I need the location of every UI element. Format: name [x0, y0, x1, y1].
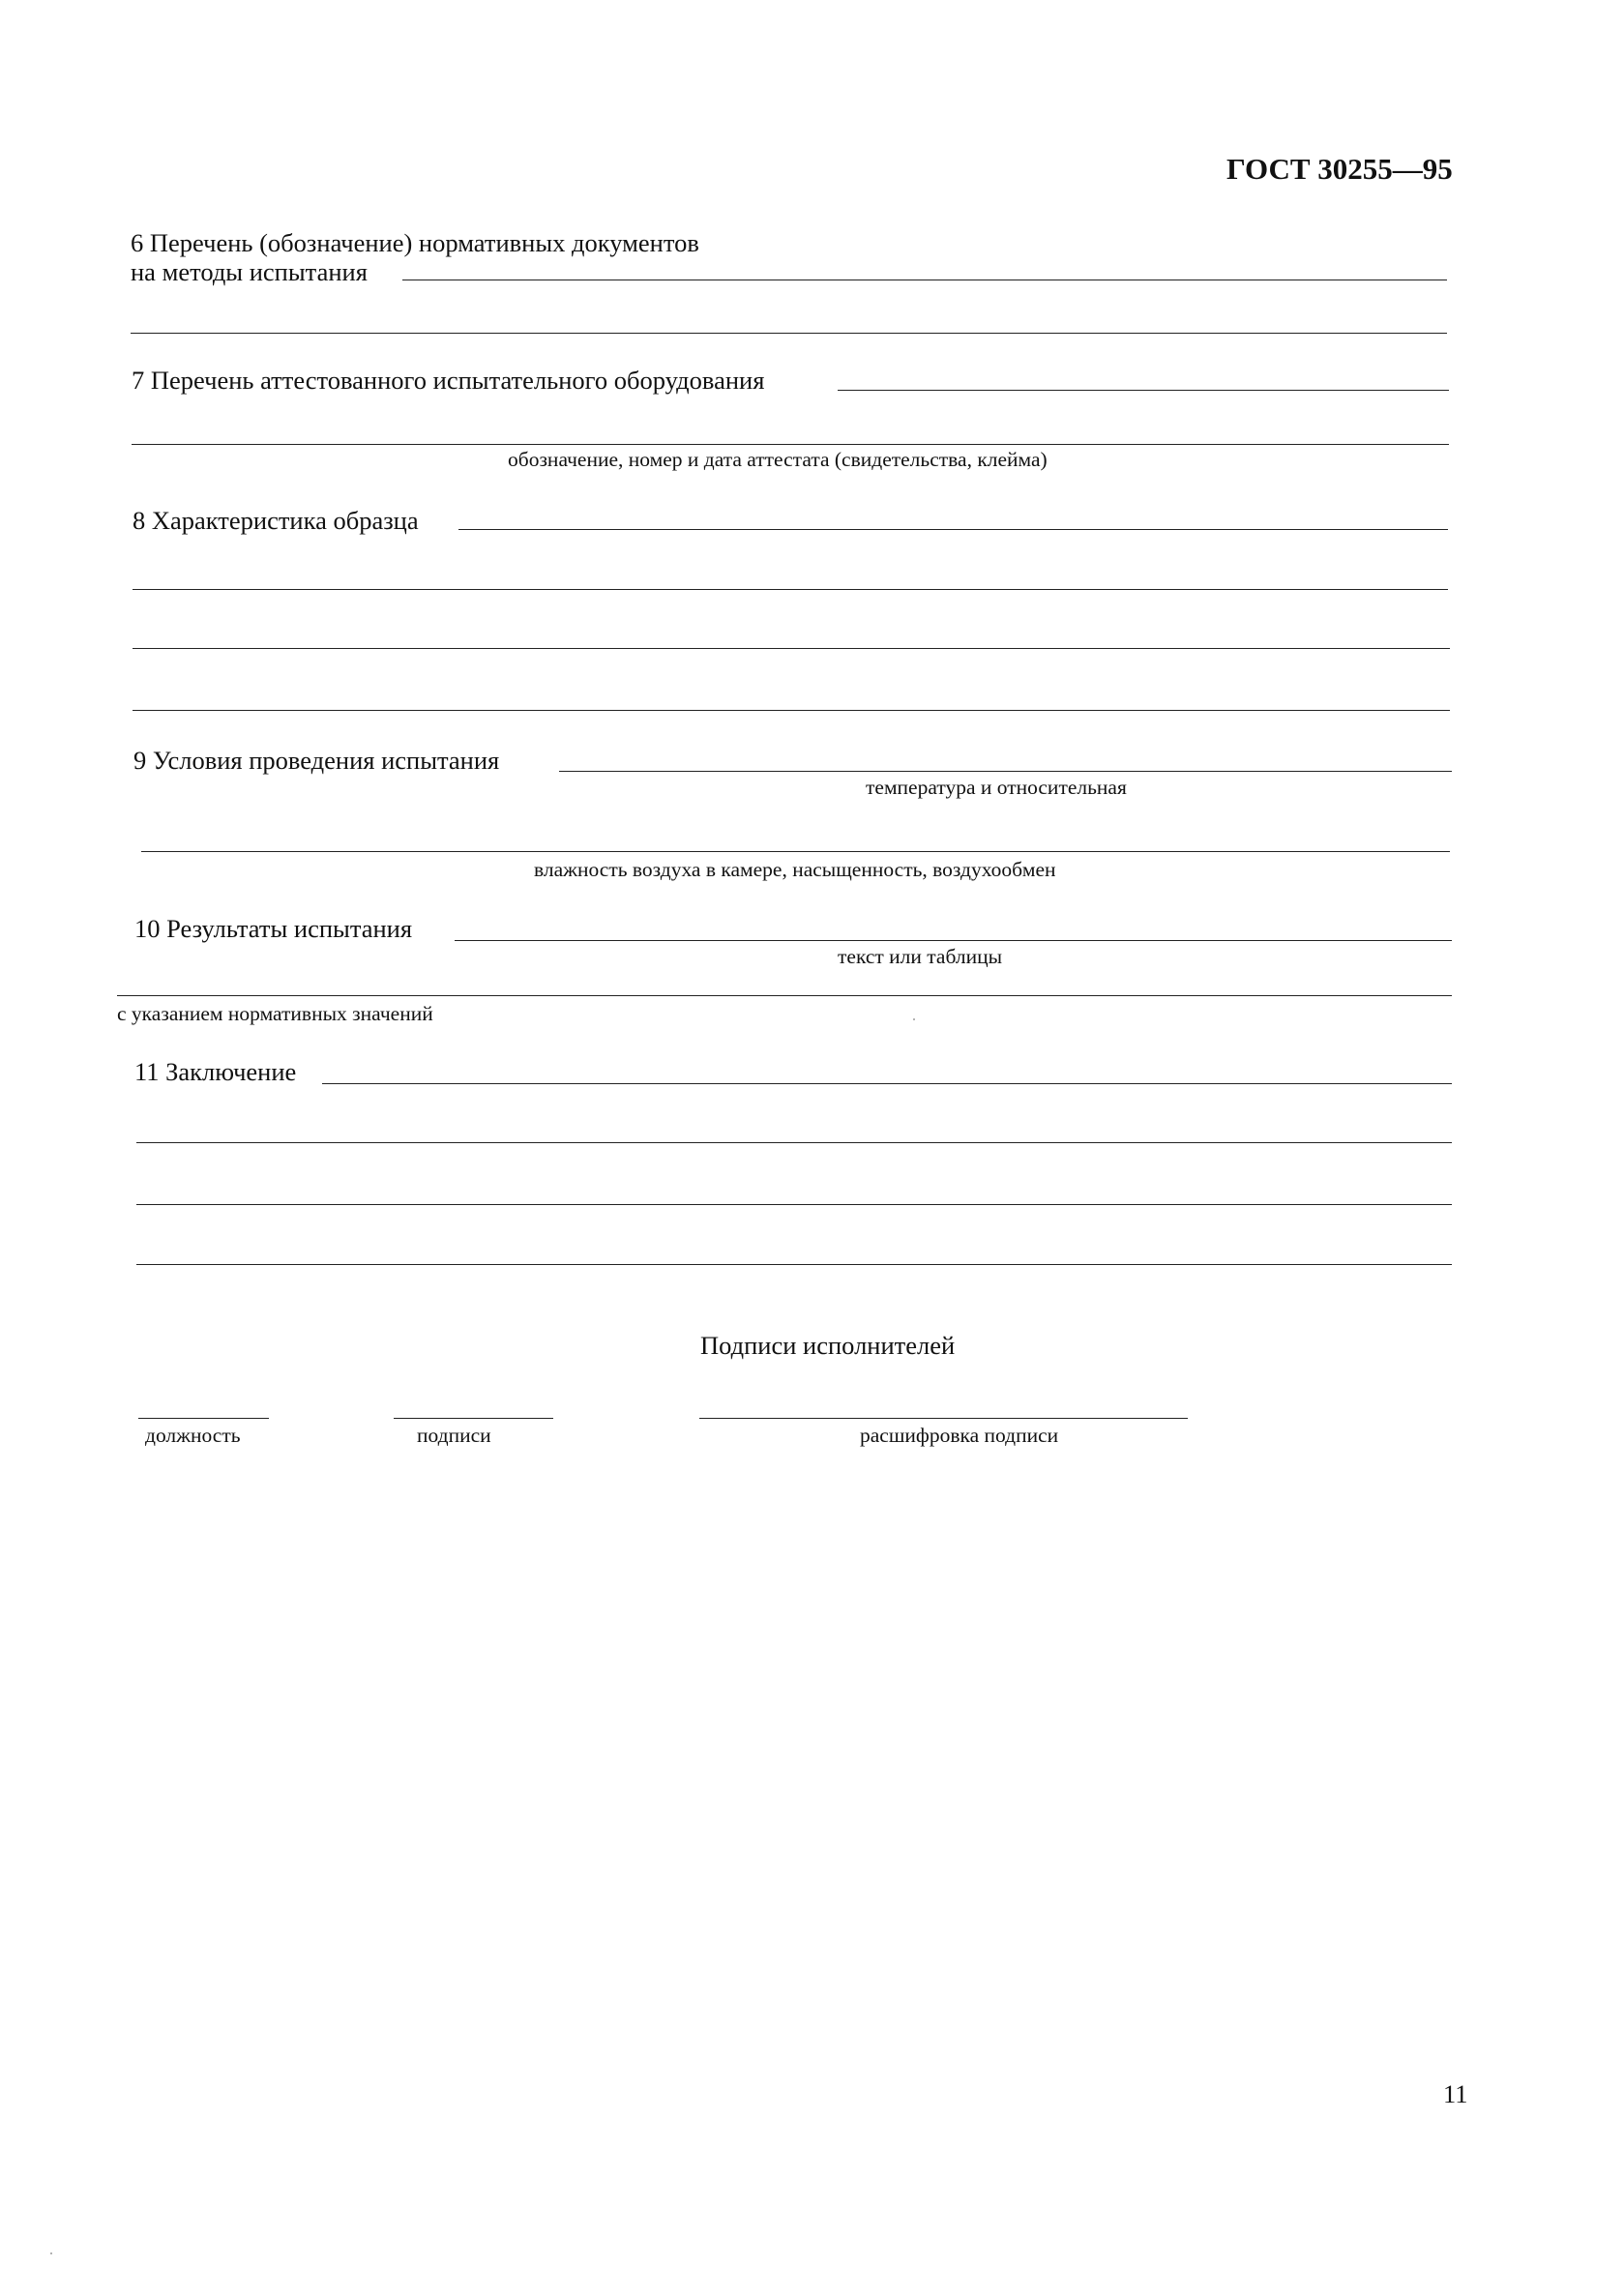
section-9-caption-2: влажность воздуха в камере, насыщенность, воздухообмен	[534, 858, 1056, 881]
section-7-field-line-1[interactable]	[838, 390, 1449, 391]
section-9-field-line-2[interactable]	[141, 851, 1450, 852]
scan-speck	[50, 2252, 52, 2254]
section-9-title: 9 Условия проведения испытания	[133, 746, 500, 775]
decoding-signature-line[interactable]	[699, 1418, 1188, 1419]
decoding-label: расшифровка подписи	[860, 1424, 1059, 1447]
section-11-field-line-2[interactable]	[136, 1142, 1452, 1143]
section-9-caption-1: температура и относительная	[866, 776, 1127, 799]
section-8-field-line-4[interactable]	[133, 710, 1450, 711]
section-6-title-line2: на методы испытания	[131, 257, 368, 286]
section-7-caption: обозначение, номер и дата аттестата (свидетельства, клейма)	[508, 448, 1048, 471]
signatures-title: Подписи исполнителей	[700, 1331, 956, 1360]
document-code: ГОСТ 30255—95	[1226, 152, 1453, 186]
section-6-field-line-2[interactable]	[131, 333, 1447, 334]
position-label: должность	[145, 1424, 241, 1447]
section-8-field-line-2[interactable]	[133, 589, 1448, 590]
signature-line[interactable]	[394, 1418, 553, 1419]
signature-label: подписи	[417, 1424, 491, 1447]
section-7-field-line-2[interactable]	[132, 444, 1449, 445]
section-11-field-line-1[interactable]	[322, 1083, 1452, 1084]
section-11-field-line-4[interactable]	[136, 1264, 1452, 1265]
section-9-field-line-1[interactable]	[559, 771, 1452, 772]
section-8-field-line-1[interactable]	[458, 529, 1448, 530]
section-8-title: 8 Характеристика образца	[133, 506, 419, 535]
section-11-field-line-3[interactable]	[136, 1204, 1452, 1205]
section-10-field-line-2[interactable]	[117, 995, 1452, 996]
section-8-field-line-3[interactable]	[133, 648, 1450, 649]
section-7-title: 7 Перечень аттестованного испытательного оборудования	[132, 366, 765, 395]
scan-speck	[913, 1018, 915, 1020]
section-10-field-line-1[interactable]	[455, 940, 1452, 941]
page-number: 11	[1443, 2079, 1468, 2108]
section-10-caption-1: текст или таблицы	[838, 945, 1003, 968]
position-signature-line[interactable]	[138, 1418, 269, 1419]
section-10-title: 10 Результаты испытания	[134, 914, 413, 943]
section-10-caption-2: с указанием нормативных значений	[117, 1002, 433, 1025]
section-6-title-line1: 6 Перечень (обозначение) нормативных документов	[131, 228, 699, 257]
section-11-title: 11 Заключение	[134, 1057, 297, 1086]
